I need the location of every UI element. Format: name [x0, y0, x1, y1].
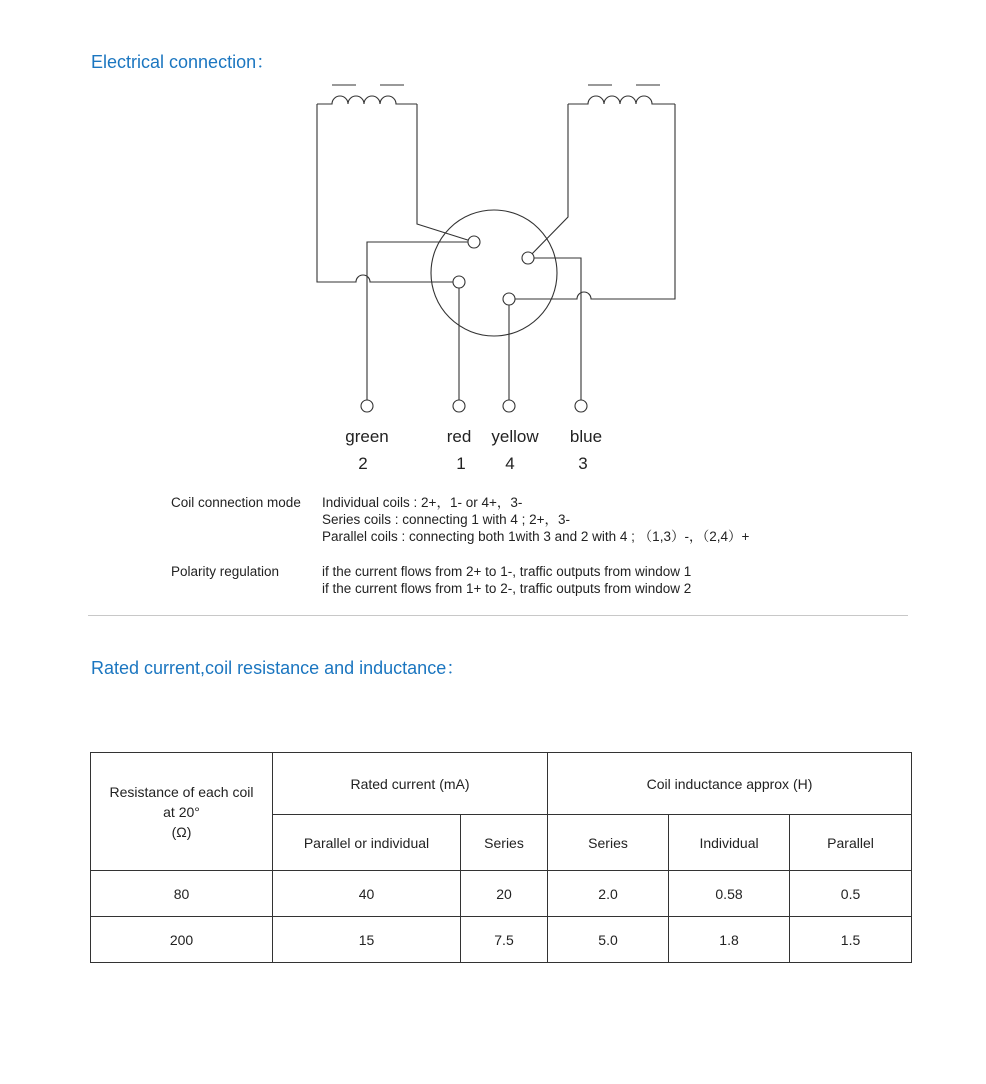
table-cell: 5.0 — [548, 917, 669, 963]
table-row — [91, 871, 912, 917]
polarity-label: Polarity regulation — [171, 564, 280, 579]
right-coil — [509, 85, 675, 401]
table-cell: 1.8 — [669, 917, 790, 963]
terminals — [361, 400, 587, 412]
pin-3 — [522, 252, 534, 264]
rated-current-header: Rated current (mA) — [273, 753, 548, 815]
coil-mode-line: Individual coils : 2+，1- or 4+，3- — [322, 495, 523, 510]
table-cell: 1.5 — [790, 917, 912, 963]
table-cell: 0.5 — [790, 871, 912, 917]
terminal-red — [453, 400, 465, 412]
left-coil — [317, 85, 474, 401]
table-cell: 20 — [461, 871, 548, 917]
wire-color-green: green — [345, 427, 389, 446]
pin-2 — [468, 236, 480, 248]
polarity-lines — [322, 563, 691, 597]
wire-color-blue: blue — [569, 427, 603, 446]
electrical-connection-heading: Electrical connection： — [91, 52, 275, 72]
coil-mode-line: Series coils : connecting 1 with 4 ; 2+，3- — [322, 512, 570, 527]
polarity-line: if the current flows from 2+ to 1-, traffic outputs from window 1 — [322, 564, 692, 579]
wire-color-red: red — [446, 427, 472, 446]
polarity-line: if the current flows from 1+ to 2-, traffic outputs from window 2 — [322, 581, 692, 596]
terminal-green — [361, 400, 373, 412]
table-cell: 2.0 — [548, 871, 669, 917]
rated-current-table — [90, 752, 912, 963]
wire-number-4: 4 — [505, 454, 515, 473]
table-row — [91, 917, 912, 963]
table-cell: 40 — [273, 871, 461, 917]
table-cell: 15 — [273, 917, 461, 963]
wiring-diagram — [0, 0, 986, 420]
terminal-yellow — [503, 400, 515, 412]
inductance-sub-parallel: Parallel — [790, 815, 912, 871]
table-cell: 7.5 — [461, 917, 548, 963]
coil-mode-line: Parallel coils : connecting both 1with 3 and 2 with 4 ; （1,3）-，（2,4）+ — [322, 529, 750, 544]
table-cell: 0.58 — [669, 871, 790, 917]
coil-mode-lines — [322, 494, 749, 545]
wire-number-3: 3 — [578, 454, 588, 473]
rated-sub-series: Series — [461, 815, 548, 871]
terminal-blue — [575, 400, 587, 412]
connector-body — [431, 210, 557, 336]
table-cell: 200 — [91, 917, 273, 963]
connector-pins — [453, 236, 534, 305]
inductance-sub-individual: Individual — [669, 815, 790, 871]
inductance-header: Coil inductance approx (H) — [548, 753, 912, 815]
wire-color-yellow: yellow — [491, 427, 539, 446]
wire-number-1: 1 — [456, 454, 466, 473]
rated-current-heading: Rated current,coil resistance and inductance： — [91, 658, 465, 678]
coil-mode-label: Coil connection mode — [171, 495, 301, 510]
section-divider — [88, 615, 908, 616]
pin-1 — [453, 276, 465, 288]
rated-sub-parallel-individual: Parallel or individual — [273, 815, 461, 871]
pin-4 — [503, 293, 515, 305]
wire-number-2: 2 — [358, 454, 368, 473]
resistance-header: Resistance of each coil at 20° (Ω) — [91, 753, 273, 871]
inductance-sub-series: Series — [548, 815, 669, 871]
table-cell: 80 — [91, 871, 273, 917]
